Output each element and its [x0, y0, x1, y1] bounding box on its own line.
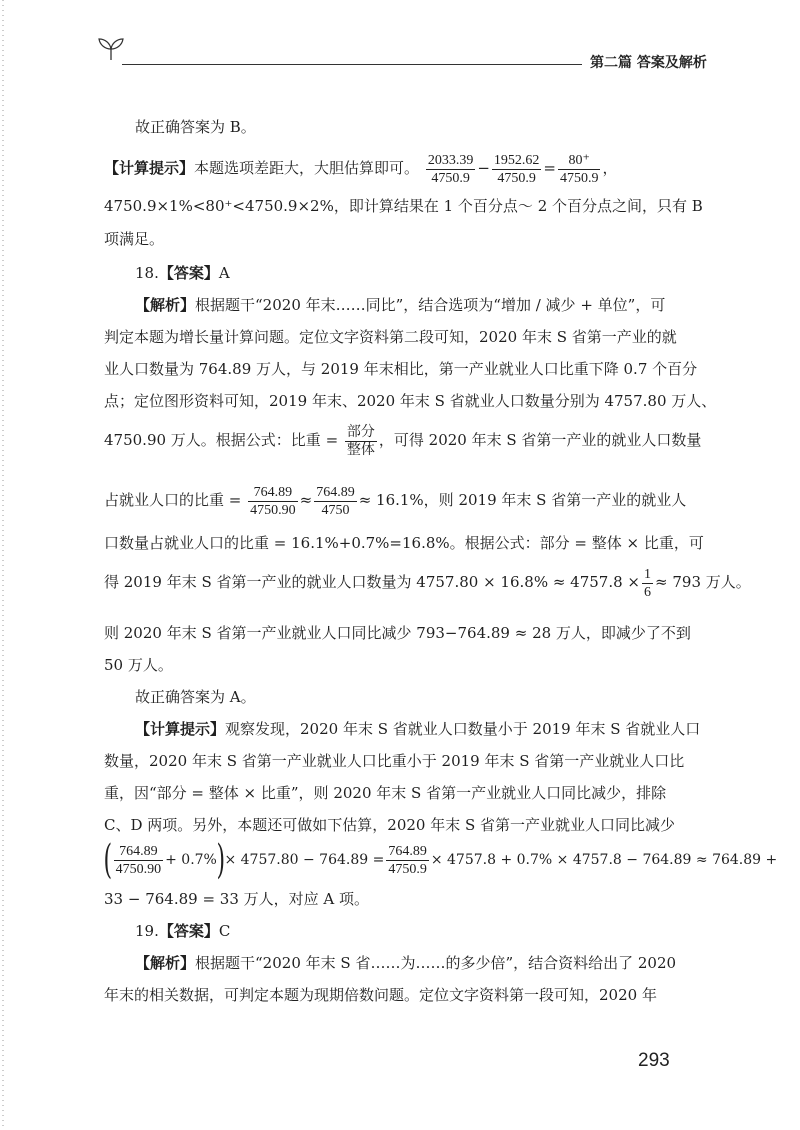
fraction [642, 566, 653, 601]
formula-line [104, 480, 696, 520]
numerator: 764.89 [316, 484, 355, 500]
formula-line [103, 836, 778, 884]
formula-line [104, 420, 702, 460]
text-line: 4750.9×1%<80⁺<4750.9×2%，即计算结果在 1 个百分点～ 2 个百分点之间，只有 B [104, 197, 703, 215]
numerator: 2033.39 [427, 152, 474, 168]
text-segment: ≈ 16.1%，则 2019 年末 S 省第一产业的就业人 [358, 491, 687, 509]
analysis-tag: 【解析】 [135, 954, 196, 972]
answer-letter: A [218, 264, 230, 282]
header-rule [122, 64, 582, 65]
numerator: 764.89 [114, 843, 164, 861]
fraction [345, 424, 377, 459]
numerator: 764.89 [388, 843, 427, 859]
text-line: 故正确答案为 B。 [135, 118, 256, 136]
tip-line [104, 148, 696, 188]
analysis-text: 根据题干“2020 年末……同比”，结合选项为“增加 / 减少 + 单位”，可 [195, 296, 666, 314]
answer-letter: C [218, 922, 231, 940]
operator: = [543, 159, 556, 177]
analysis-tag: 【解析】 [135, 296, 196, 314]
analysis-line [135, 952, 727, 974]
text-line: 业人口数量为 764.89 万人，与 2019 年末相比，第一产业就业人口比重下降 0.7 个百分 [104, 360, 698, 378]
numerator: 764.89 [248, 484, 298, 502]
fraction [492, 152, 542, 187]
text-segment: ，可得 2020 年末 S 省第一产业的就业人口数量 [378, 431, 702, 449]
answer-19 [135, 920, 727, 942]
header-title: 第二篇 答案及解析 [590, 55, 707, 71]
answer-tag: 【答案】 [158, 922, 219, 940]
text-line: 33 − 764.89 = 33 万人，对应 A 项。 [104, 890, 370, 908]
question-number: 18. [135, 264, 159, 282]
answer-18 [135, 262, 727, 284]
fraction [114, 843, 164, 878]
denominator: 4750.90 [115, 861, 162, 877]
text-line: 重，因“部分 = 整体 × 比重”，则 2020 年末 S 省第一产业就业人口同比减少，排除 [104, 784, 667, 802]
calc-tip-line [135, 718, 727, 740]
tip-text: 观察发现，2020 年末 S 省就业人口数量小于 2019 年末 S 省就业人口 [225, 720, 701, 738]
text-line: 数量，2020 年末 S 省第一产业就业人口比重小于 2019 年末 S 省第一产业就业人口比 [104, 752, 685, 770]
operator: ≈ [299, 491, 313, 509]
numerator: 1952.62 [493, 152, 540, 168]
text-line: 项满足。 [104, 230, 165, 248]
text-line: 则 2020 年末 S 省第一产业就业人口同比减少 793−764.89 ≈ 28 万人，即减少了不到 [104, 624, 691, 642]
fraction [314, 484, 357, 519]
fraction [558, 152, 601, 187]
denominator: 4750.9 [497, 170, 536, 186]
denominator: 4750.9 [559, 170, 599, 186]
text-line: 点；定位图形资料可知，2019 年末、2020 年末 S 省就业人口数量分别为 4757.80 万人、 [104, 392, 717, 410]
operator: − [477, 159, 490, 177]
numerator: 部分 [346, 424, 375, 440]
text-line: C、D 两项。另外，本题还可做如下估算，2020 年末 S 省第一产业就业人口同比减少 [104, 816, 676, 834]
formula-line [104, 562, 751, 602]
text-segment: 4750.90 万人。根据公式：比重 = [104, 431, 343, 449]
text-line: 口数量占就业人口的比重 = 16.1%+0.7%=16.8%。根据公式：部分 = 整体 × 比重，可 [104, 534, 704, 552]
margin-scan-dots [2, 0, 4, 1130]
analysis-line [135, 294, 727, 316]
punctuation: ， [602, 159, 618, 177]
calc-tip-tag: 【计算提示】 [104, 159, 195, 177]
denominator: 整体 [346, 442, 375, 458]
page-number: 293 [638, 1050, 670, 1071]
numerator: 80⁺ [558, 152, 601, 170]
analysis-text: 根据题干“2020 年末 S 省……为……的多少倍”，结合资料给出了 2020 [195, 954, 677, 972]
denominator: 4750.9 [431, 170, 470, 186]
numerator: 1 [644, 566, 652, 582]
fraction [426, 152, 476, 187]
text-line: 年末的相关数据，可判定本题为现期倍数问题。定位文字资料第一段可知，2020 年 [104, 986, 657, 1004]
text-line: 故正确答案为 A。 [135, 688, 256, 706]
text-line: 50 万人。 [104, 656, 173, 674]
text-segment: ≈ 793 万人。 [655, 573, 751, 591]
left-paren: ( [103, 837, 113, 883]
sprout-icon [96, 36, 126, 62]
text-segment: + 0.7% [165, 852, 217, 868]
denominator: 4750.9 [388, 861, 427, 877]
text-line: 判定本题为增长量计算问题。定位文字资料第二段可知，2020 年末 S 省第一产业的就 [104, 328, 677, 346]
denominator: 4750 [321, 502, 350, 518]
calc-tip-tag: 【计算提示】 [135, 720, 226, 738]
tip-text: 本题选项差距大，大胆估算即可。 [194, 159, 420, 177]
text-segment: × 4757.8 + 0.7% × 4757.8 − 764.89 ≈ 764.89 + [430, 852, 778, 868]
fraction [248, 484, 298, 519]
text-segment: × 4757.80 − 764.89 = [224, 852, 385, 868]
text-segment: 占就业人口的比重 = [104, 491, 247, 509]
answer-tag: 【答案】 [158, 264, 219, 282]
denominator: 6 [644, 584, 652, 600]
right-paren: ) [216, 837, 225, 883]
text-segment: 得 2019 年末 S 省第一产业的就业人口数量为 4757.80 × 16.8% ≈ 4757.8 × [104, 573, 641, 591]
fraction [386, 843, 429, 878]
question-number: 19. [135, 922, 159, 940]
denominator: 4750.90 [250, 502, 296, 518]
